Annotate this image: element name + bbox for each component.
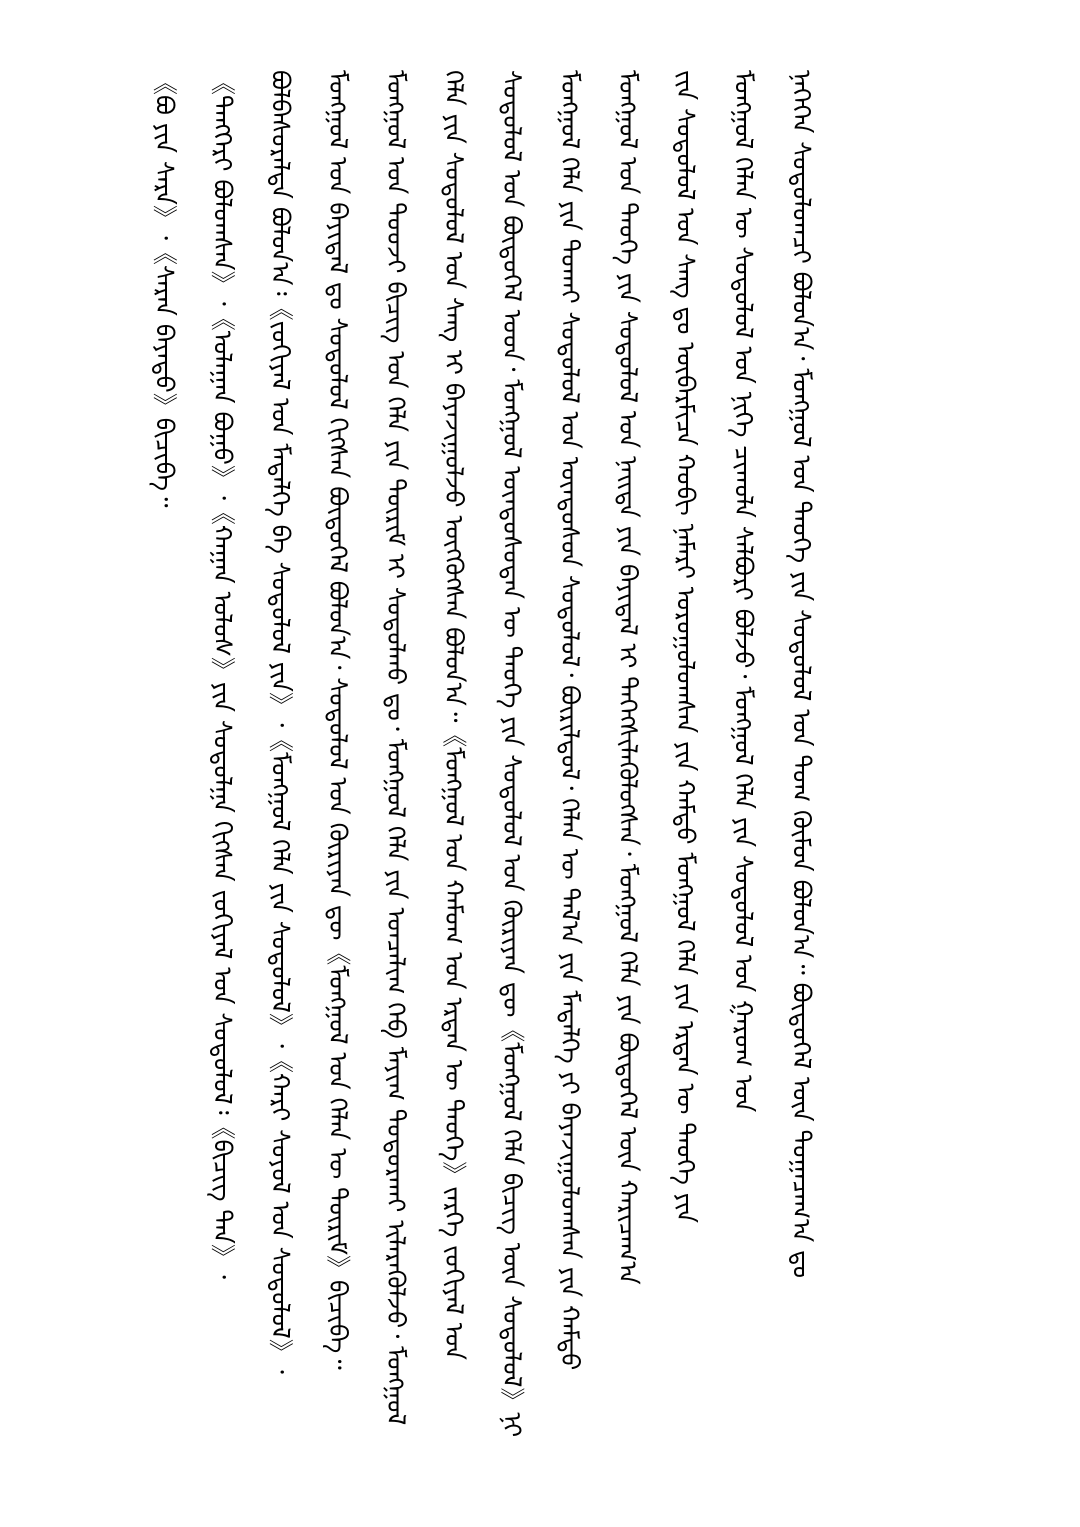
text-line: 《ᠲᠡᠩᠭᠡᠷᠢ ᠪᠣᠯᠤᠭᠰᠠᠨ》᠂《ᠤᠯᠠᠭᠠᠨ ᠪᠤᠭᠤ》᠂《ᠬᠠᠭᠠᠨ ᠤᠯᠤᠰ》ᠶᠢᠨ ᠰᠤᠳᠤᠯᠭᠠ ᠬᠢᠭᠰᠡᠨ ᠵᠣᠬᠢᠶᠠᠯ ᠤᠨ ᠰᠤᠳᠤᠯᠤᠯ᠄《ᠪᠢᠴᠢᠭ ᠲᠠᠨ》᠂ [207,70,237,1280]
text-line: ᠰᠤᠳᠤᠯᠤᠯ ᠤᠨ ᠪᠦᠲᠦᠭᠡᠯ ᠤᠳ᠂ ᠮᠣᠩᠭᠣᠯ ᠦᠨᠳᠦᠰᠦᠲᠡᠨ ᠦ ᠲᠡᠦᠬᠡ ᠶᠢᠨ ᠰᠤᠳᠤᠯᠤᠯ ᠤᠨ ᠬᠦᠷᠢᠶᠡᠨ ᠳᠦ《ᠮᠣᠩᠭᠣᠯ ᠬᠡᠯᠡ ᠪᠢᠴᠢᠭ ᠦᠨ ᠰᠤᠳᠤᠯᠤᠯ》ᠨᠢ [497,70,527,1438]
text-line: ᠵᠢᠨ ᠰᠤᠳᠤᠯᠤᠯ ᠤᠨ ᠰᠠᠩ ᠳᠤ ᠥᠪᠡᠷᠮᠢᠴᠡ ᠬᠤᠪᠢ ᠨᠡᠮᠡᠷᠢ ᠣᠷᠣᠭᠤᠯᠤᠭᠰᠠᠨ ᠶᠢᠨ ᠬᠠᠮᠲᠤ ᠮᠣᠩᠭᠣᠯ ᠬᠡᠯᠡ ᠶᠢᠨ ᠡᠷᠲᠡᠨ ᠦ ᠲᠡᠦᠬᠡ ᠶᠢᠨ [671,70,701,1223]
text-line: ᠪᠣᠯᠪᠠᠰᠤᠷᠠᠯᠲᠠ ᠪᠣᠯᠤᠨ᠎ᠠ᠄《ᠵᠣᠬᠢᠶᠠᠯ ᠤᠨ ᠮᠡᠳᠡᠯᠭᠡ ᠪᠠ ᠰᠤᠳᠤᠯᠤᠯ ᠶᠢᠨ》᠂《ᠮᠣᠩᠭᠣᠯ ᠬᠡᠯᠡ ᠶᠢᠨ ᠰᠤᠳᠤᠯᠤᠯ》᠂《ᠬᠠᠷᠢ ᠰᠣᠶᠣᠯ ᠤᠨ ᠰᠤᠳᠤᠯᠤᠯ》᠂ [265,70,295,1374]
vertical-text-block [145,70,820,1470]
text-line: ᠮᠣᠩᠭᠣᠯ ᠤᠨ ᠲᠤᠤᠵᠢ ᠪᠢᠴᠢᠭ ᠤᠨ ᠬᠡᠯᠡ ᠶᠢᠨ ᠳᠦᠷᠢᠮ ᠢ ᠰᠤᠳᠤᠯᠬᠤ ᠳᠤ᠂ ᠮᠣᠩᠭᠣᠯ ᠬᠡᠯᠡ ᠶᠢᠨ ᠣᠨᠴᠠᠯᠢᠭ ᠬᠡᠪ ᠮᠠᠶᠢᠭ ᠲᠣᠳᠣᠷᠬᠠᠶ ᠢᠯᠡᠷᠡᠭᠦᠯᠵᠦ᠂ ᠮᠣᠩᠭᠣᠯ [381,70,411,1426]
text-line: ᠬᠡᠯᠡ ᠶᠢᠨ ᠰᠤᠳᠤᠯᠤᠯ ᠤᠨ ᠰᠠᠩ ᠢ ᠪᠠᠶᠠᠵᠢᠭᠤᠯᠵᠤ ᠥᠭᠭᠦᠭᠰᠡᠨ ᠪᠣᠯᠤᠨ᠎ᠠ᠃《ᠮᠣᠩᠭᠣᠯ ᠤᠨ ᠬᠠᠮᠤᠭ ᠤᠨ ᠡᠷᠲᠡᠨ ᠦ ᠲᠡᠦᠬᠡ》ᠵᠡᠷᠭᠡ ᠵᠣᠬᠢᠶᠠᠯ ᠤᠨ [439,70,469,1361]
text-line: ᠮᠣᠩᠭᠣᠯ ᠬᠡᠯᠡᠨ ᠦ ᠰᠤᠳᠤᠯᠤᠯ ᠤᠨ ᠨᠢᠭᠡ ᠴᠢᠬᠤᠯᠠ ᠰᠠᠯᠪᠤᠷᠢ ᠪᠣᠯᠵᠤ᠂ ᠮᠣᠩᠭᠣᠯ ᠬᠡᠯᠡ ᠶᠢᠨ ᠰᠤᠳᠤᠯᠤᠯ ᠤᠨ ᠭᠠᠷᠤᠭ ᠤᠨ [729,70,759,1113]
text-line: ᠮᠣᠩᠭᠣᠯ ᠤᠨ ᠲᠡᠦᠬᠡ ᠶᠢᠨ ᠰᠤᠳᠤᠯᠤᠯ ᠤᠨ ᠨᠡᠢᠲᠡ ᠶᠢᠨ ᠪᠠᠶᠢᠳᠠᠯ ᠢ ᠳᠡᠭᠡᠭᠰᠢᠯᠡᠭᠦᠯᠦᠭᠰᠡᠨ᠂ ᠮᠣᠩᠭᠣᠯ ᠬᠡᠯᠡ ᠶᠢᠨ ᠪᠦᠲᠦᠭᠡᠯ ᠦᠨ ᠬᠠᠷᠢᠴᠠᠭ᠎ᠠ [613,70,643,1285]
text-line: ᠨᠡᠭᠡᠭᠡᠨ ᠰᠤᠳᠤᠯᠤᠭᠴᠢ ᠪᠣᠯᠤᠨ᠎ᠠ᠂ ᠮᠣᠩᠭᠣᠯ ᠤᠨ ᠲᠡᠦᠬᠡ ᠶᠢᠨ ᠰᠤᠳᠤᠯᠤᠯ ᠤᠨ ᠲᠤᠭ ᠬᠦᠮᠦᠨ ᠪᠣᠯᠤᠨ᠎ᠠ᠃ ᠪᠦᠲᠦᠭᠡᠯ ᠦᠨ ᠲᠣᠭᠠᠴᠠᠭ᠎ᠠ ᠳᠤ [786,70,816,1278]
text-line: 《ᠪᠣ ᠶᠢᠨ ᠰᠠᠷᠠ》᠂《ᠰᠠᠷᠠᠨ ᠪᠡᠶᠡᠳᠦ》ᠪᠢᠴᠢᠪᠡ᠃ [150,70,179,508]
text-line: ᠮᠣᠩᠭᠣᠯ ᠤᠨ ᠪᠠᠶᠢᠳᠠᠯ ᠳᠤ ᠰᠤᠳᠤᠯᠤᠯ ᠬᠢᠭᠰᠡᠨ ᠪᠦᠲᠦᠭᠡᠯ ᠪᠣᠯᠤᠨ᠎ᠠ᠂ ᠰᠤᠳᠤᠯᠤᠯ ᠤᠨ ᠬᠦᠷᠢᠶᠡᠨ ᠳᠦ《ᠮᠣᠩᠭᠣᠯ ᠤᠨ ᠬᠡᠯᠡᠨ ᠦ ᠳᠦᠷᠢᠮ》ᠪᠢᠴᠢᠪᠡ᠃ [323,70,353,1370]
text-line: ᠮᠣᠩᠭᠣᠯ ᠬᠡᠯᠡ ᠶᠢᠨ ᠲᠤᠬᠠᠢ ᠰᠤᠳᠤᠯᠤᠯ ᠤᠨ ᠦᠨᠳᠦᠰᠦᠨ ᠰᠤᠳᠤᠯᠤᠯ᠂ ᠪᠦᠷᠢᠯᠳᠦᠯ᠂ ᠬᠡᠯᠡᠨ ᠦ ᠲᠠᠯ᠎ᠠ ᠶᠢᠨ ᠮᠡᠳᠡᠯᠭᠡ ᠶᠢ ᠪᠠᠶᠠᠵᠢᠭᠤᠯᠤᠭᠰᠠᠨ ᠶᠢᠨ ᠬᠠᠮᠲᠤ [555,70,585,1371]
